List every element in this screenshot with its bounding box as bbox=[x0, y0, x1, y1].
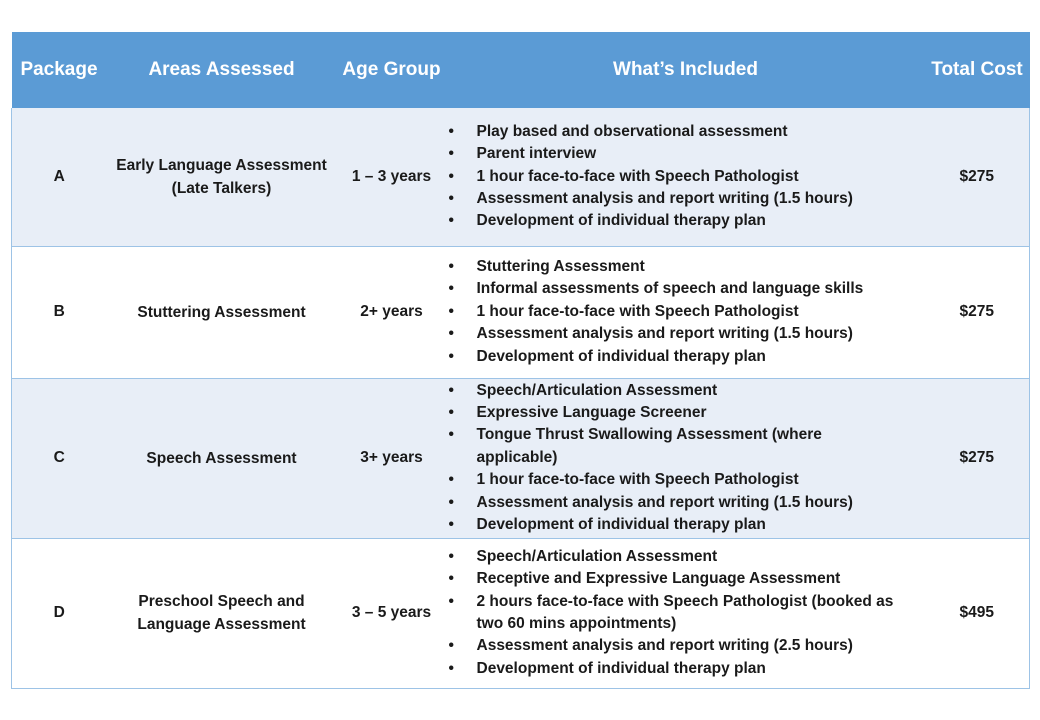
bullet-icon: • bbox=[448, 325, 454, 343]
areas-assessed-cell bbox=[107, 246, 337, 378]
list-item-text: applicable) bbox=[476, 448, 558, 466]
bullet-icon: • bbox=[448, 637, 454, 655]
list-item bbox=[448, 188, 925, 210]
bullet-icon: • bbox=[448, 493, 454, 511]
areas-assessed-cell bbox=[107, 108, 337, 246]
list-item-text: Assessment analysis and report writing (1.5 hours) bbox=[476, 325, 853, 343]
list-item bbox=[448, 143, 925, 165]
package-cell: A bbox=[12, 108, 107, 246]
list-item-text: two 60 mins appointments) bbox=[476, 615, 677, 632]
package-cell: B bbox=[12, 246, 107, 378]
packages-table bbox=[11, 32, 1030, 689]
list-item bbox=[448, 469, 925, 491]
table-body bbox=[12, 108, 1030, 688]
age-group-cell: 3+ years bbox=[337, 378, 447, 538]
list-item bbox=[448, 166, 925, 188]
list-item bbox=[448, 121, 925, 143]
bullet-icon: • bbox=[448, 145, 454, 163]
list-item bbox=[448, 514, 925, 536]
list-item-text: Informal assessments of speech and language skills bbox=[476, 280, 864, 298]
list-item bbox=[448, 210, 925, 232]
list-item-text: Assessment analysis and report writing (2.5 hours) bbox=[476, 637, 853, 655]
area-line: Early Language Assessment bbox=[116, 156, 327, 174]
list-item bbox=[448, 591, 925, 636]
bullet-icon: • bbox=[448, 257, 454, 275]
bullet-icon: • bbox=[448, 381, 454, 399]
list-item-text: 2 hours face-to-face with Speech Pathologist (booked as bbox=[476, 592, 894, 610]
whats-included-cell bbox=[447, 108, 925, 246]
list-item bbox=[448, 380, 925, 402]
whats-included-cell bbox=[447, 538, 925, 688]
header-package: Package bbox=[12, 32, 107, 108]
list-item-text: Development of individual therapy plan bbox=[476, 347, 766, 365]
list-item bbox=[448, 635, 925, 657]
list-item-text: Development of individual therapy plan bbox=[476, 516, 766, 534]
list-item-text: Parent interview bbox=[476, 145, 597, 163]
package-cell: D bbox=[12, 538, 107, 688]
table-row bbox=[12, 246, 1030, 378]
bullet-icon: • bbox=[448, 516, 454, 534]
bullet-icon: • bbox=[448, 570, 454, 588]
area-line: (Late Talkers) bbox=[171, 179, 272, 197]
included-list bbox=[447, 121, 925, 233]
age-group-cell: 1 – 3 years bbox=[337, 108, 447, 246]
total-cost-cell: $275 bbox=[925, 108, 1030, 246]
total-cost-cell: $275 bbox=[925, 246, 1030, 378]
list-item-text: Speech/Articulation Assessment bbox=[476, 547, 718, 565]
package-cell: C bbox=[12, 378, 107, 538]
header-age-group: Age Group bbox=[337, 32, 447, 108]
whats-included-cell bbox=[447, 246, 925, 378]
included-list bbox=[447, 546, 925, 680]
list-item-text: Development of individual therapy plan bbox=[476, 659, 766, 677]
table-header-row bbox=[12, 32, 1030, 108]
header-total-cost: Total Cost bbox=[925, 32, 1030, 108]
total-cost-cell: $275 bbox=[925, 378, 1030, 538]
included-list bbox=[447, 256, 925, 368]
list-item bbox=[448, 301, 925, 323]
list-item bbox=[448, 346, 925, 368]
header-whats-included: What’s Included bbox=[447, 32, 925, 108]
area-line: Preschool Speech and bbox=[138, 593, 305, 610]
bullet-icon: • bbox=[448, 167, 454, 185]
age-group-cell: 2+ years bbox=[337, 246, 447, 378]
areas-assessed-cell bbox=[107, 378, 337, 538]
list-item bbox=[448, 323, 925, 345]
table-row bbox=[12, 538, 1030, 688]
list-item-text: Tongue Thrust Swallowing Assessment (where bbox=[476, 426, 822, 444]
list-item bbox=[448, 492, 925, 514]
list-item-text: 1 hour face-to-face with Speech Pathologist bbox=[476, 167, 799, 185]
bullet-icon: • bbox=[448, 659, 454, 677]
list-item bbox=[448, 546, 925, 568]
bullet-icon: • bbox=[448, 212, 454, 230]
bullet-icon: • bbox=[448, 122, 454, 140]
list-item-text: 1 hour face-to-face with Speech Pathologist bbox=[476, 471, 799, 489]
areas-assessed-cell bbox=[107, 538, 337, 688]
list-item-text: Assessment analysis and report writing (1.5 hours) bbox=[476, 493, 853, 511]
bullet-icon: • bbox=[448, 403, 454, 421]
list-item-text: Play based and observational assessment bbox=[476, 122, 788, 140]
list-item bbox=[448, 278, 925, 300]
list-item-text: Speech/Articulation Assessment bbox=[476, 381, 718, 399]
bullet-icon: • bbox=[448, 302, 454, 320]
bullet-icon: • bbox=[448, 280, 454, 298]
bullet-icon: • bbox=[448, 547, 454, 565]
area-line: Stuttering Assessment bbox=[137, 303, 306, 321]
list-item bbox=[448, 424, 925, 469]
included-list bbox=[447, 380, 925, 537]
bullet-icon: • bbox=[448, 426, 454, 444]
area-line: Language Assessment bbox=[137, 616, 306, 633]
list-item bbox=[448, 658, 925, 680]
list-item-text: Receptive and Expressive Language Assessment bbox=[476, 570, 841, 588]
list-item-text: Assessment analysis and report writing (1.5 hours) bbox=[476, 189, 853, 207]
bullet-icon: • bbox=[448, 592, 454, 610]
list-item bbox=[448, 402, 925, 424]
bullet-icon: • bbox=[448, 347, 454, 365]
list-item bbox=[448, 256, 925, 278]
age-group-cell: 3 – 5 years bbox=[337, 538, 447, 688]
table-row bbox=[12, 378, 1030, 538]
header-areas-assessed: Areas Assessed bbox=[107, 32, 337, 108]
whats-included-cell bbox=[447, 378, 925, 538]
list-item-text: Expressive Language Screener bbox=[476, 403, 707, 421]
bullet-icon: • bbox=[448, 471, 454, 489]
bullet-icon: • bbox=[448, 189, 454, 207]
total-cost-cell: $495 bbox=[925, 538, 1030, 688]
list-item bbox=[448, 568, 925, 590]
area-line: Speech Assessment bbox=[146, 449, 297, 467]
table-row bbox=[12, 108, 1030, 246]
list-item-text: 1 hour face-to-face with Speech Pathologist bbox=[476, 302, 799, 320]
list-item-text: Development of individual therapy plan bbox=[476, 212, 766, 230]
list-item-text: Stuttering Assessment bbox=[476, 257, 645, 275]
